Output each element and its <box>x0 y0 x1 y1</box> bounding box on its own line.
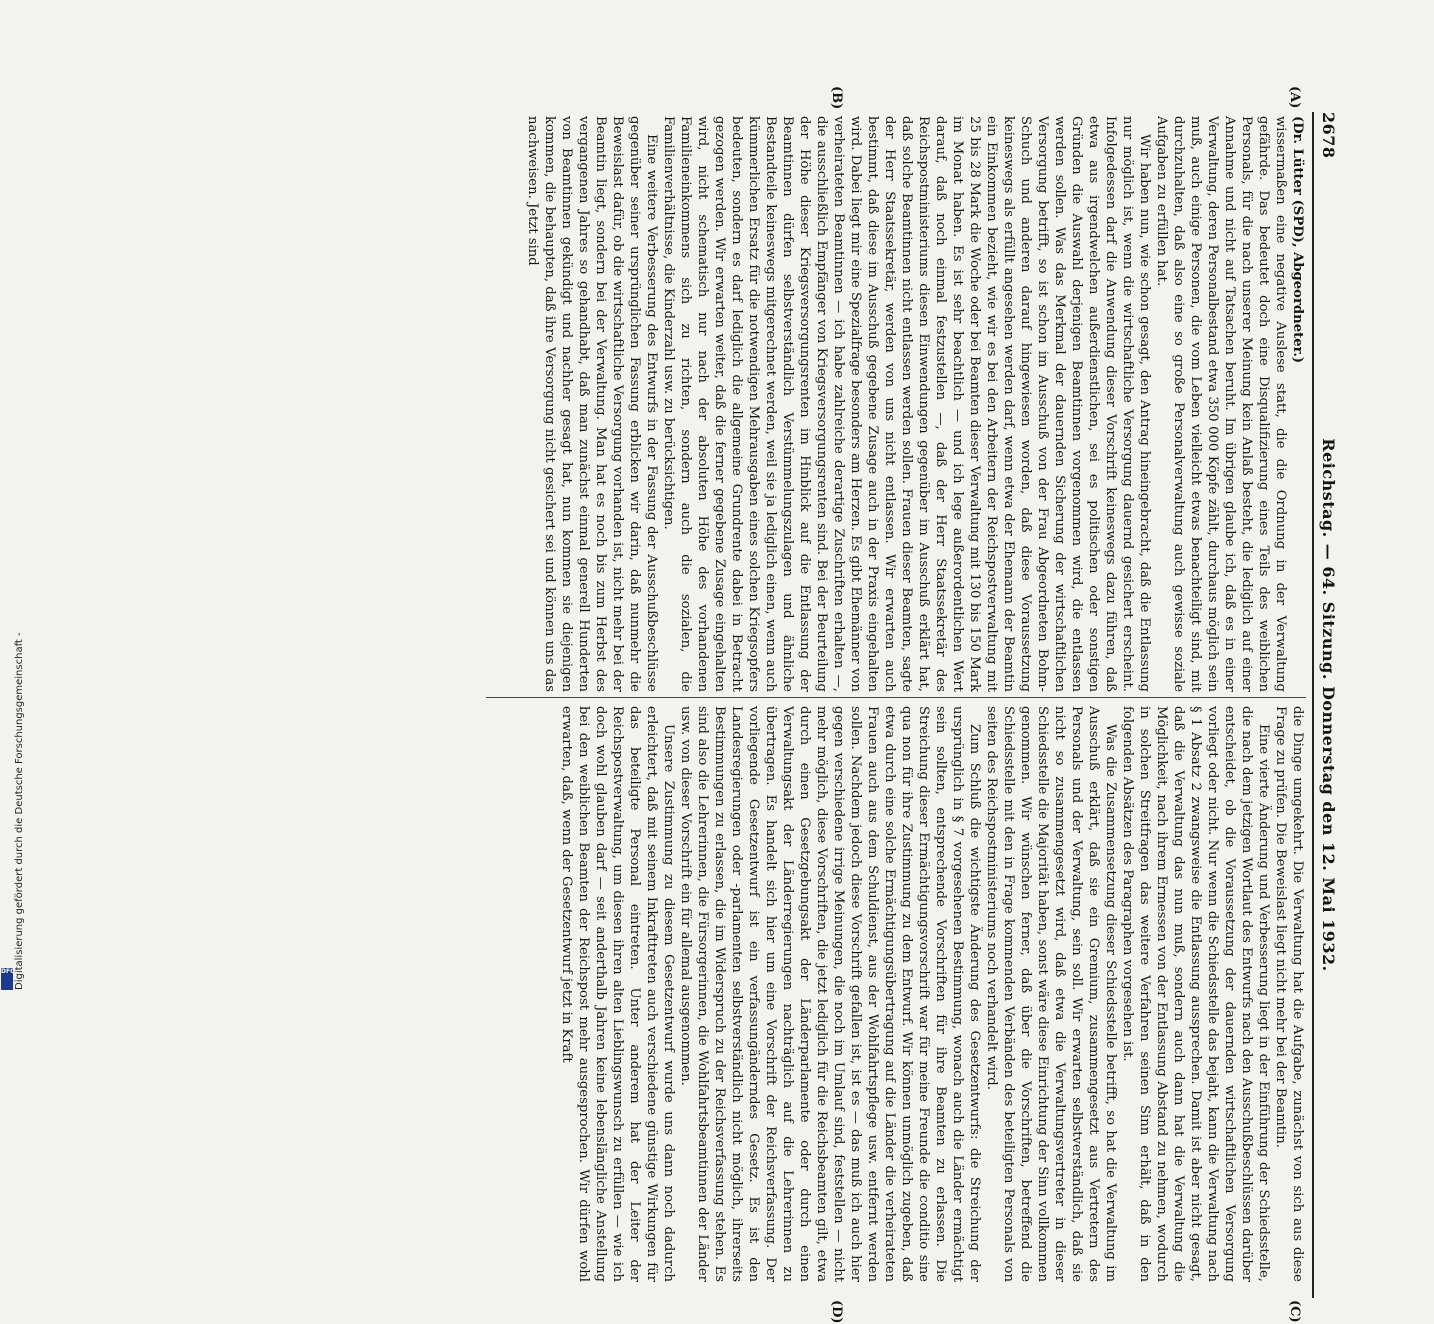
right-text-column <box>486 706 1306 1282</box>
paragraph: Was die Zusammensetzung dieser Schiedsstelle betrifft, so hat die Verwaltung im Ausschuß erklärt, daß sie ein Gremium, zusammengesetzt aus Vertretern des Personals und der Verwaltung, sein soll. Wir erwarten selbstverständlich, daß sie nicht so zusammengesetzt wird, daß etwa die Verwaltungsvertreter in dieser Schiedsstelle die Majorität haben, sonst wäre diese Einrichtung der Sinn vollkommen genommen. Wir wünschen ferner, daß über die Vorschriften, betreffend die Schiedsstelle mit den in Frage kommenden Verbänden des beteiligten Personals von seiten des Reichspostministeriums noch verhandelt wird. <box>984 706 1118 1282</box>
speaker-line <box>1289 116 1306 692</box>
margin-letter-a: (A) <box>1287 86 1302 109</box>
margin-letter-d: (D) <box>829 1300 844 1324</box>
paragraph: Eine vierte Änderung und Verbesserung liegt in der Einführung der Schiedsstelle, die nach dem jetzigen Wortlaut des Entwurfs nach den Ausschußbeschlüssen darüber entscheidet, ob die Voraussetzung der dauernden wirtschaftlichen Versorgung vorliegt oder nicht. Nur wenn die Schiedsstelle das bejaht, kann die Verwaltung nach § 1 Absatz 2 zwangsweise die Entlassung aussprechen. Damit ist aber nicht gesagt, daß die Verwaltung das nun muß, sondern auch dann hat die Verwaltung die Möglichkeit, nach ihrem Ermessen von der Entlassung Abstand zu nehmen, wodurch in solchen Streitfragen das weitere Verfahren seinen Sinn erhält, daß in den folgenden Absätzen des Paragraphen vorgesehen ist. <box>1120 706 1271 1282</box>
paragraph: die Dinge umgekehrt. Die Verwaltung hat die Aufgabe, zunächst von sich aus diese Frage zu prüfen. Die Beweislast liegt nicht mehr bei der Beamtin. <box>1273 706 1305 1282</box>
column-divider <box>486 697 1306 698</box>
margin-letter-c: (C) <box>1287 1300 1302 1323</box>
speaker-name: (Dr. Lütter (SPD), Abgeordneter.) <box>1290 116 1305 364</box>
paragraph: Unsere Zustimmung zu diesem Gesetzentwurf wurde uns dann noch dadurch erleichtert, daß mit seinem Inkrafttreten auch verschiedene günstige Wirkungen für das beteiligte Personal eintreten. Unter anderem hat der Leiter der Reichspostverwaltung, um diesen ihren alten Lieblingswunsch zu erfüllen — wie ich doch wohl glauben darf — seit anderthalb Jahren keine lebenslängliche Anstellung bei den weiblichen Beamten der Reichspost mehr ausgesprochen. Wir dürfen wohl erwarten, daß, wenn der Gesetzentwurf jetzt in Kraft <box>559 706 676 1282</box>
paragraph: Zum Schluß die wichtigste Änderung des Gesetzentwurfs: die Streichung der ursprünglich in § 7 vorgesehenen Bestimmung, wonach auch die Länder ermächtigt sein sollten, entsprechende Vorschriften für ihre Beamten zu erlassen. Die Streichung dieser Ermächtigungsvorschrift war für meine Freunde die conditio sine qua non für ihre Zustimmung zu dem Entwurf. Wir können unmöglich zugeben, daß etwa durch eine solche Ermächtigungsübertragung auf die Länder die verheirateten Frauen auch aus dem Schuldienst, aus der Wohlfahrtspflege usw. entfernt werden sollen. Nachdem jedoch diese Vorschrift gefallen ist, ist es — das muß ich auch hier gegen verschiedene irrige Meinungen, die noch im Umlauf sind, feststellen — nicht mehr möglich, diese Vorschriften, die jetzt lediglich für die Reichsbeamten gilt, etwa durch einen Gesetzgebungsakt der Länderparlamente oder durch einen Verwaltungsakt der Länderregierungen nachträglich auf die Lehrerinnen zu übertragen. Es handelt sich hier um eine Vorschrift der Reichsverfassung. Der vorliegende Gesetzentwurf ist ein verfassungänderndes Gesetz. Es ist den Landesregierungen oder -parlamenten selbstverständlich nicht möglich, ihrerseits Bestimmungen zu erlassen, die im Widerspruch zu der Reichsverfassung stehen. Es sind also die Lehrerinnen, die Fürsorgerinnen, die Wohlfahrtsbeamtinnen der Länder usw. von dieser Vorschrift ein für allemal ausgenommen. <box>678 706 982 1282</box>
page-header <box>1312 112 1338 1298</box>
paragraph: wissermaßen eine negative Auslese statt, die die Ordnung in der Verwaltung gefährde. Das bedeutet doch eine Disqualifizierung eines Teils des weiblichen Personals, für die nach unserer Meinung kein Anlaß besteht, die lediglich auf einer Annahme und nicht auf Tatsachen beruht. Im übrigen glaube ich, daß es in einer Verwaltung, deren Personalbestand etwa 350 000 Köpfe zählt, durchaus möglich sein muß, auch einige Personen, die vom Leben vielleicht etwas benachteiligt sind, mit durchzuhalten, daß also eine so große Personalverwaltung auch gewisse soziale Aufgaben zu erfüllen hat. <box>1154 116 1288 692</box>
paragraph: Wir haben nun, wie schon gesagt, den Antrag hineingebracht, daß die Entlassung nur möglich ist, wenn die wirtschaftliche Versorgung dauernd gesichert erscheint. Infolgedessen darf die Anwendung dieser Vorschrift keineswegs dazu führen, daß etwa aus irgendwelchen außerdienstlichen, sei es politischen oder sonstigen Gründen die Auswahl derjenigen Beamtinnen vorgenommen wird, die entlassen werden sollen. Was das Merkmal der dauernden Sicherung der wirtschaftlichen Versorgung betrifft, so ist schon im Ausschuß von der Frau Abgeordneten Bohm-Schuch und anderen darauf hingewiesen worden, daß diese Voraussetzung keineswegs als erfüllt angesehen werden darf, wenn etwa der Ehemann der Beamtin ein Einkommen bezieht, wie wir es bei den Arbeitern der Reichspostverwaltung mit 25 bis 28 Mark die Woche oder bei Beamten dieser Verwaltung mit 130 bis 150 Mark im Monat haben. Es ist sehr beachtlich — und ich lege außerordentlichen Wert darauf, daß noch einmal festzustellen —, daß der Herr Staatssekretär des Reichspostministeriums diesen Einwendungen gegenüber im Ausschuß erklärt hat, daß solche Beamtinnen nicht entlassen werden sollen. Frauen dieser Beamten, sagte der Herr Staatssekretär, werden von uns nicht entlassen. Wir erwarten auch bestimmt, daß diese im Ausschuß gegebene Zusage auch in der Praxis eingehalten wird. Dabei liegt mir eine Spezialfrage besonders am Herzen. Es gibt Ehemänner von verheirateten Beamtinnen — ich habe zahlreiche derartige Zuschriften erhalten —, die ausschließlich Empfänger von Kriegsversorgungsrenten sind. Bei der Beurteilung der Höhe dieser Kriegsversorgungsrenten im Hinblick auf die Entlassung der Beamtinnen dürfen selbstverständlich Verstümmelungszulagen und ähnliche Bestandteile keineswegs mitgerechnet werden, weil sie ja lediglich einen, wenn auch kümmerlichen Ersatz für die notwendigen Mehrausgaben eines solchen Kriegsopfers bedeuten, sondern es darf lediglich die allgemeine Grundrente dabei in Betracht gezogen werden. Wir erwarten weiter, daß die ferner gegebene Zusage eingehalten wird, nicht schematisch nur nach der absoluten Höhe des vorhandenen Familieneinkommens sich zu richten, sondern auch die sozialen, die Familienverhältnisse, die Kinderzahl usw. zu berücksichtigen. <box>661 116 1152 692</box>
paragraph: Eine weitere Verbesserung des Entwurfs in der Fassung der Ausschußbeschlüsse gegenüber seiner ursprünglichen Fassung erblicken wir darin, daß nunmehr die Beweislast dafür, ob die wirtschaftliche Versorgung vorhanden ist, nicht mehr bei der Beamtin liegt, sondern bei der Verwaltung. Man hat es noch bis zum Herbst des vergangenen Jahres so gehandhabt, daß man zunächst einmal generell Hunderten von Beamtinnen gekündigt und nachher gesagt hat, nun kommen sie diejenigen kommen, die behaupten, daß ihre Versorgung nicht gesichert sei und können uns das nachweisen. Jetzt sind <box>525 116 659 692</box>
page-number: 2678 <box>1319 112 1338 159</box>
dfg-logo-icon: DFG <box>1 968 13 990</box>
left-text-column <box>486 116 1306 692</box>
digitization-credit: Digitalisierung gefördert durch die Deutsche Forschungsgemeinschaft - <box>14 632 25 990</box>
margin-letter-b: (B) <box>829 86 844 110</box>
header-title: Reichstag. — 64. Sitzung. Donnerstag den 12. Mai 1932. <box>1319 438 1338 972</box>
